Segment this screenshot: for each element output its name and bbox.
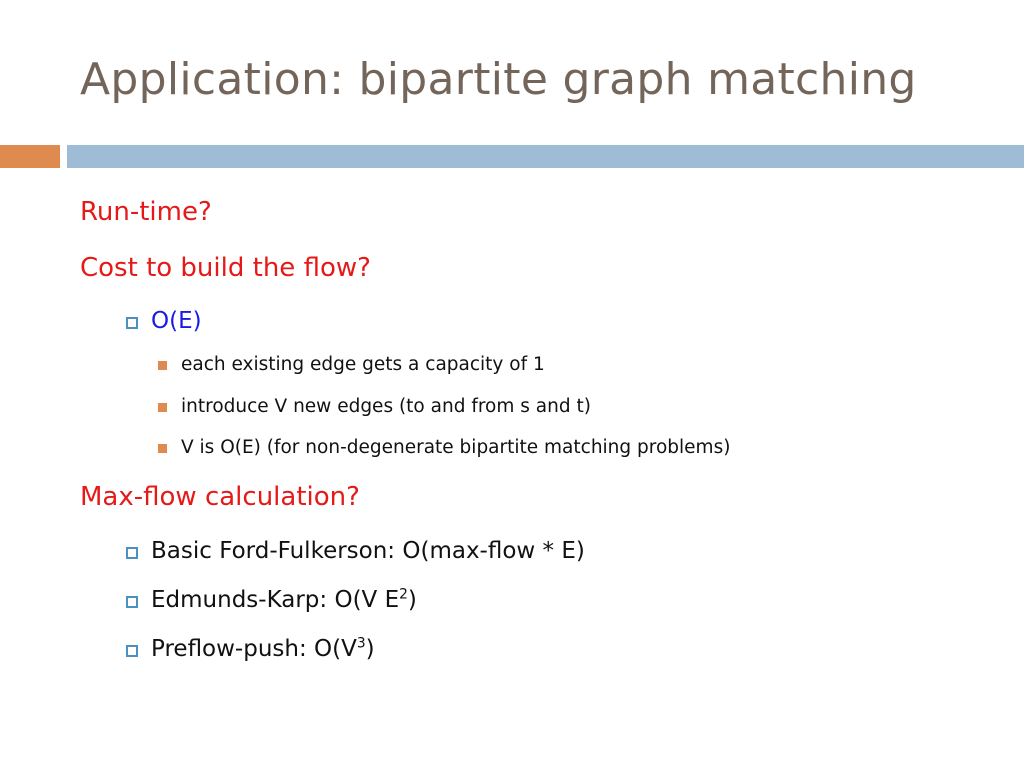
bullet-run-time: Run-time? — [80, 197, 212, 227]
hollow-square-bullet-icon — [126, 547, 138, 559]
filled-square-bullet-icon — [158, 444, 167, 453]
sub-bullet-label: Edmunds-Karp: O(V $E^2$) — [151, 586, 417, 613]
sub-sub-bullet-label: V is O(E) (for non-degenerate bipartite matching problems) — [181, 437, 731, 458]
filled-square-bullet-icon — [158, 403, 167, 412]
sub-sub-bullet-label: introduce V new edges (to and from s and t) — [181, 396, 591, 417]
filled-square-bullet-icon — [158, 361, 167, 370]
sub-sub-bullet-label: each existing edge gets a capacity of 1 — [181, 354, 545, 375]
accent-bar-blue — [67, 145, 1024, 168]
bullet-max-flow-calculation: Max-flow calculation? — [80, 482, 360, 512]
sub-bullet-label: Basic Ford-Fulkerson: O(max-flow * E) — [151, 538, 585, 564]
accent-bar-orange — [0, 145, 60, 168]
sub-bullet-label: O(E) — [151, 308, 202, 334]
slide-title: Application: bipartite graph matching — [80, 54, 917, 105]
hollow-square-bullet-icon — [126, 596, 138, 608]
sub-bullet-label: Preflow-push: $O(V^3)$ — [151, 635, 375, 662]
hollow-square-bullet-icon — [126, 645, 138, 657]
bullet-cost-to-build: Cost to build the flow? — [80, 253, 371, 283]
hollow-square-bullet-icon — [126, 317, 138, 329]
